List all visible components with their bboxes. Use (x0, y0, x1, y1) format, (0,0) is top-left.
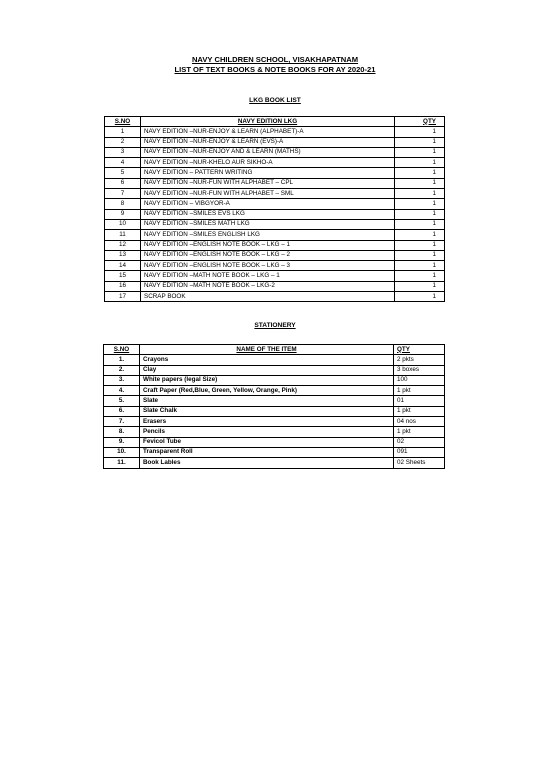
serial-number-cell: 8 (105, 199, 141, 209)
item-name-cell: Fevicol Tube (140, 437, 394, 447)
lkg-book-list-heading: LKG BOOK LIST (249, 97, 301, 104)
serial-number-cell: 17 (105, 292, 141, 302)
serial-number-cell: 7. (104, 417, 140, 427)
item-name-cell: Transparent Roll (140, 447, 394, 457)
serial-number-cell: 9. (104, 437, 140, 447)
serial-number-cell: 11. (104, 458, 140, 468)
table-row (104, 386, 445, 396)
quantity-cell: 1 pkt (394, 406, 445, 416)
serial-number-cell: 5. (104, 396, 140, 406)
book-title-cell: NAVY EDITION –SMILES MATH LKG (141, 219, 395, 229)
serial-number-cell: 13 (105, 250, 141, 260)
table-row (105, 209, 445, 219)
quantity-cell: 1 pkt (394, 386, 445, 396)
book-title-cell: NAVY EDITION –ENGLISH NOTE BOOK – LKG – 3 (141, 261, 395, 271)
quantity-cell: 1 (395, 147, 445, 157)
quantity-cell: 1 (395, 168, 445, 178)
serial-number-cell: 6 (105, 178, 141, 188)
school-title: NAVY CHILDREN SCHOOL, VISAKHAPATNAM (191, 55, 359, 64)
serial-number-cell: 10 (105, 219, 141, 229)
table-row (105, 199, 445, 209)
book-title-cell: SCRAP BOOK (141, 292, 395, 302)
serial-number-cell: 3. (104, 375, 140, 385)
book-title-cell: NAVY EDITION –ENGLISH NOTE BOOK – LKG – 1 (141, 240, 395, 250)
table-row (105, 219, 445, 229)
serial-number-cell: 1. (104, 355, 140, 365)
book-title-cell: NAVY EDITION –SMILES ENGLISH LKG (141, 230, 395, 240)
table-row (104, 365, 445, 375)
quantity-cell: 1 (395, 158, 445, 168)
quantity-cell: 04 nos (394, 417, 445, 427)
quantity-cell: 1 (395, 281, 445, 291)
quantity-cell: 1 (395, 209, 445, 219)
quantity-cell: 1 (395, 199, 445, 209)
column-header-item-name: NAME OF THE ITEM (140, 345, 394, 355)
book-title-cell: NAVY EDITION – PATTERN WRITING (141, 168, 395, 178)
table-row (105, 281, 445, 291)
table-row (105, 230, 445, 240)
book-title-cell: NAVY EDITION –NUR-KHELO AUR SIKHO-A (141, 158, 395, 168)
quantity-cell: 1 (395, 240, 445, 250)
serial-number-cell: 4 (105, 158, 141, 168)
quantity-cell: 1 (395, 127, 445, 137)
book-title-cell: NAVY EDITION –MATH NOTE BOOK – LKG – 1 (141, 271, 395, 281)
serial-number-cell: 6. (104, 406, 140, 416)
table-row (105, 178, 445, 188)
serial-number-cell: 2 (105, 137, 141, 147)
book-title-cell: NAVY EDITION –NUR-ENJOY & LEARN (ALPHABET)-A (141, 127, 395, 137)
table-row (105, 261, 445, 271)
quantity-cell: 1 (395, 292, 445, 302)
serial-number-cell: 3 (105, 147, 141, 157)
quantity-cell: 1 (395, 219, 445, 229)
book-title-cell: NAVY EDITION –NUR-ENJOY AND & LEARN (MATHS) (141, 147, 395, 157)
table-header-row (104, 345, 445, 355)
table-row (104, 427, 445, 437)
table-row (104, 437, 445, 447)
lkg-book-table (104, 116, 445, 302)
item-name-cell: Clay (140, 365, 394, 375)
quantity-cell: 1 (395, 137, 445, 147)
table-row (105, 158, 445, 168)
book-title-cell: NAVY EDITION – VIBGYOR-A (141, 199, 395, 209)
serial-number-cell: 8. (104, 427, 140, 437)
serial-number-cell: 14 (105, 261, 141, 271)
quantity-cell: 3 boxes (394, 365, 445, 375)
serial-number-cell: 11 (105, 230, 141, 240)
item-name-cell: Pencils (140, 427, 394, 437)
table-row (104, 417, 445, 427)
serial-number-cell: 15 (105, 271, 141, 281)
quantity-cell: 1 (395, 271, 445, 281)
stationery-table (103, 344, 445, 469)
list-title: LIST OF TEXT BOOKS & NOTE BOOKS FOR AY 2020-21 (174, 65, 376, 74)
serial-number-cell: 7 (105, 189, 141, 199)
serial-number-cell: 2. (104, 365, 140, 375)
table-header-row (105, 117, 445, 127)
column-header-qty: QTY (394, 345, 445, 355)
quantity-cell: 1 (395, 261, 445, 271)
table-row (105, 137, 445, 147)
item-name-cell: Slate (140, 396, 394, 406)
quantity-cell: 1 pkt (394, 427, 445, 437)
table-row (105, 271, 445, 281)
item-name-cell: White papers (legal Size) (140, 375, 394, 385)
table-row (105, 240, 445, 250)
table-row (104, 447, 445, 457)
item-name-cell: Erasers (140, 417, 394, 427)
book-title-cell: NAVY EDITION –NUR-ENJOY & LEARN (EVS)-A (141, 137, 395, 147)
table-row (105, 189, 445, 199)
quantity-cell: 1 (395, 189, 445, 199)
serial-number-cell: 12 (105, 240, 141, 250)
quantity-cell: 01 (394, 396, 445, 406)
table-row (104, 458, 445, 468)
table-row (105, 127, 445, 137)
quantity-cell: 091 (394, 447, 445, 457)
table-row (104, 375, 445, 385)
book-title-cell: NAVY EDITION –NUR-FUN WITH ALPHABET – CPL (141, 178, 395, 188)
table-row (105, 168, 445, 178)
table-row (105, 292, 445, 302)
serial-number-cell: 5 (105, 168, 141, 178)
item-name-cell: Book Lables (140, 458, 394, 468)
quantity-cell: 100 (394, 375, 445, 385)
item-name-cell: Crayons (140, 355, 394, 365)
quantity-cell: 1 (395, 250, 445, 260)
book-title-cell: NAVY EDITION –ENGLISH NOTE BOOK – LKG – 2 (141, 250, 395, 260)
column-header-sno: S.NO (105, 117, 141, 127)
column-header-edition: NAVY EDITION LKG (141, 117, 395, 127)
table-row (104, 406, 445, 416)
quantity-cell: 2 pkts (394, 355, 445, 365)
book-title-cell: NAVY EDITION –MATH NOTE BOOK – LKG-2 (141, 281, 395, 291)
item-name-cell: Craft Paper (Red,Blue, Green, Yellow, Orange, Pink) (140, 386, 394, 396)
table-row (104, 396, 445, 406)
table-row (105, 147, 445, 157)
quantity-cell: 02 Sheets (394, 458, 445, 468)
serial-number-cell: 1 (105, 127, 141, 137)
book-title-cell: NAVY EDITION –NUR-FUN WITH ALPHABET – SML (141, 189, 395, 199)
serial-number-cell: 9 (105, 209, 141, 219)
serial-number-cell: 10. (104, 447, 140, 457)
column-header-qty: QTY (395, 117, 445, 127)
item-name-cell: Slate Chalk (140, 406, 394, 416)
serial-number-cell: 4. (104, 386, 140, 396)
table-row (104, 355, 445, 365)
table-row (105, 250, 445, 260)
stationery-heading: STATIONERY (254, 322, 296, 329)
column-header-sno: S.NO (104, 345, 140, 355)
quantity-cell: 02 (394, 437, 445, 447)
quantity-cell: 1 (395, 178, 445, 188)
serial-number-cell: 16 (105, 281, 141, 291)
book-title-cell: NAVY EDITION –SMILES EVS LKG (141, 209, 395, 219)
quantity-cell: 1 (395, 230, 445, 240)
